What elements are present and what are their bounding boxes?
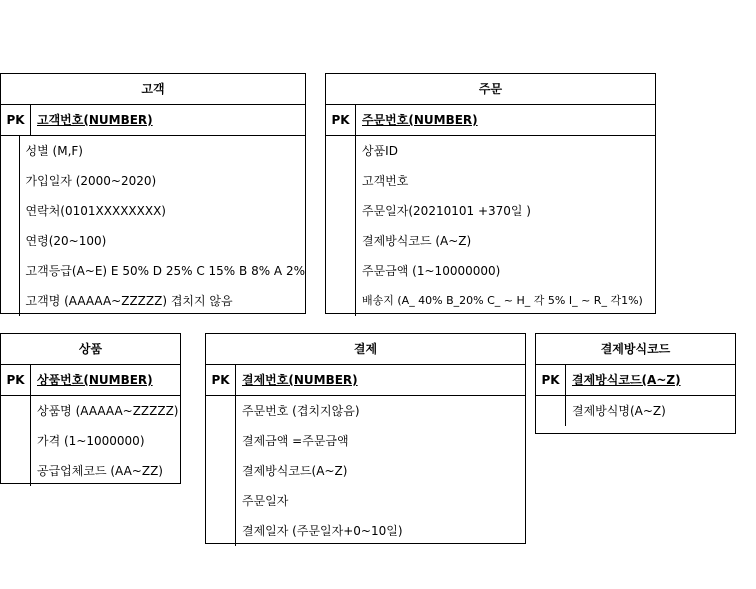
product-attributes-gutter (1, 396, 31, 486)
payment-attribute[interactable]: 주문일자 (242, 494, 289, 508)
order-entity[interactable] (325, 73, 656, 314)
order-attributes (326, 136, 655, 316)
customer-attribute[interactable]: 고객등급(A~E) E 50% D 25% C 15% B 8% A 2% (25, 264, 305, 278)
payment-entity-title: 결제 (206, 334, 525, 365)
customer-entity[interactable] (0, 73, 306, 314)
order-attribute[interactable]: 주문일자(20210101 +370일 ) (362, 204, 531, 218)
payment-method-attributes-gutter (536, 396, 566, 426)
product-attribute[interactable]: 공급업체코드 (AA~ZZ) (37, 464, 163, 478)
payment-attribute[interactable]: 주문번호 (겹치지않음) (242, 404, 360, 418)
customer-pk-row (1, 105, 305, 136)
payment-method-pk-field[interactable]: 결제방식코드(A~Z) (572, 373, 681, 387)
payment-attributes-gutter (206, 396, 236, 546)
product-pk-row (1, 365, 180, 396)
payment-method-entity-title: 결제방식코드 (536, 334, 735, 365)
payment-pk-label: PK (206, 365, 236, 395)
payment-attribute[interactable]: 결제일자 (주문일자+0~10일) (242, 524, 403, 538)
customer-entity-title: 고객 (1, 74, 305, 105)
customer-attributes (1, 136, 305, 316)
customer-pk-label: PK (1, 105, 31, 135)
payment-pk-field[interactable]: 결제번호(NUMBER) (242, 373, 358, 387)
order-attribute[interactable]: 배송지 (A_ 40% B_20% C_ ~ H_ 각 5% I_ ~ R_ 각1%) (362, 294, 643, 307)
payment-method-attributes (536, 396, 735, 426)
payment-pk-row (206, 365, 525, 396)
payment-attribute[interactable]: 결제방식코드(A~Z) (242, 464, 348, 478)
product-entity-title: 상품 (1, 334, 180, 365)
product-attribute[interactable]: 가격 (1~1000000) (37, 434, 145, 448)
payment-method-entity[interactable] (535, 333, 736, 434)
payment-attributes (206, 396, 525, 546)
customer-attribute[interactable]: 고객명 (AAAAA~ZZZZZ) 겹치지 않음 (25, 294, 233, 308)
payment-entity[interactable] (205, 333, 526, 544)
product-attributes (1, 396, 180, 486)
payment-method-pk-label: PK (536, 365, 566, 395)
order-attribute[interactable]: 주문금액 (1~10000000) (362, 264, 501, 278)
order-pk-field[interactable]: 주문번호(NUMBER) (362, 113, 478, 127)
payment-method-attribute[interactable]: 결제방식명(A~Z) (572, 404, 666, 418)
product-attribute[interactable]: 상품명 (AAAAA~ZZZZZ) (37, 404, 179, 418)
customer-attributes-gutter (1, 136, 20, 316)
order-entity-title: 주문 (326, 74, 655, 105)
order-attribute[interactable]: 결제방식코드 (A~Z) (362, 234, 472, 248)
order-attribute[interactable]: 고객번호 (362, 174, 409, 188)
order-attribute[interactable]: 상품ID (362, 144, 398, 158)
payment-attribute[interactable]: 결제금액 =주문금액 (242, 434, 349, 448)
order-pk-label: PK (326, 105, 356, 135)
customer-attribute[interactable]: 가입일자 (2000~2020) (25, 174, 157, 188)
customer-attribute[interactable]: 연락처(0101XXXXXXXX) (25, 204, 166, 218)
order-attributes-gutter (326, 136, 356, 316)
customer-pk-field[interactable]: 고객번호(NUMBER) (37, 113, 153, 127)
customer-attribute[interactable]: 연령(20~100) (25, 234, 107, 248)
order-pk-row (326, 105, 655, 136)
product-pk-field[interactable]: 상품번호(NUMBER) (37, 373, 153, 387)
payment-method-pk-row (536, 365, 735, 396)
customer-attribute[interactable]: 성별 (M,F) (25, 144, 83, 158)
product-pk-label: PK (1, 365, 31, 395)
product-entity[interactable] (0, 333, 181, 484)
